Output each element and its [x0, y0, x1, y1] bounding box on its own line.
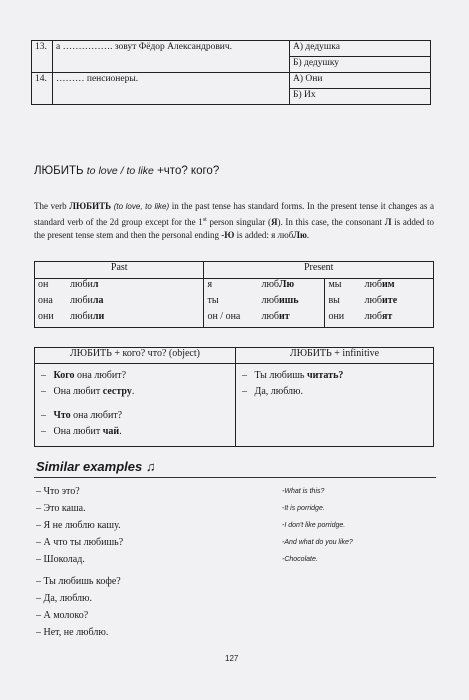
table-row	[32, 73, 431, 89]
past-form: любили	[67, 311, 204, 328]
intro-text: is added to the present tense stem and then the personal ending	[34, 216, 435, 240]
section-heading	[34, 165, 219, 177]
example-ru: – А что ты любишь?	[36, 537, 124, 548]
pronoun: ты	[204, 295, 259, 311]
pronoun: он / она	[204, 311, 259, 328]
page-number: 127	[225, 654, 239, 663]
pronoun: они	[35, 311, 68, 328]
intro-yu: -Ю	[221, 230, 235, 240]
list-item: – Да, люблю.	[242, 386, 304, 397]
example-ru: – Что это?	[36, 486, 80, 497]
present-form: любЛю	[258, 279, 325, 296]
intro-ya: Я	[270, 216, 278, 227]
list-item: – Кого она любит?	[41, 370, 127, 381]
list-item: – Она любит сестру.	[41, 386, 135, 397]
intro-l: Л	[384, 216, 392, 227]
present-form: любите	[361, 295, 433, 311]
present-form: любим	[361, 279, 433, 296]
past-form: любил	[67, 279, 204, 296]
divider	[34, 477, 436, 478]
heading-rest: +что? кого?	[157, 165, 220, 177]
pronoun: вы	[325, 295, 362, 311]
option-b[interactable]: Б) дедушку	[290, 57, 431, 73]
table-header-row	[35, 348, 434, 364]
list-item: – Ты любишь читать?	[242, 370, 344, 381]
heading-gloss: to love / to like	[86, 165, 154, 177]
example-ru: – Ты любишь кофе?	[36, 576, 121, 587]
pronoun: он	[35, 279, 68, 296]
infinitive-header: ЛЮБИТЬ + infinitive	[236, 348, 434, 364]
table-row	[35, 311, 434, 328]
list-item: – Что она любит?	[41, 410, 123, 421]
past-header: Past	[35, 262, 204, 279]
infinitive-examples	[236, 364, 434, 447]
item-number: 13.	[32, 41, 53, 73]
usage-table	[34, 347, 434, 447]
pronoun: я	[204, 279, 259, 296]
intro-text: ). In this case, the consonant	[277, 216, 382, 227]
table-row	[35, 364, 434, 447]
intro-paragraph	[34, 200, 434, 243]
item-prompt: а ……………. зовут Фёдор Александрович.	[53, 41, 290, 73]
present-form: любят	[361, 311, 433, 328]
pronoun: она	[35, 295, 68, 311]
music-note-icon: ♫	[145, 459, 156, 474]
example-en: -It is porridge.	[282, 505, 325, 512]
intro-text: The verb	[34, 201, 67, 211]
example-en: -What is this?	[282, 488, 325, 495]
exercise-table	[31, 40, 431, 105]
example-en: -Chocolate.	[282, 556, 318, 563]
example-ru: – Да, люблю.	[36, 593, 93, 604]
heading-verb: ЛЮБИТЬ	[34, 165, 84, 177]
present-header: Present	[204, 262, 434, 279]
item-prompt: ……… пенсионеры.	[53, 73, 290, 105]
object-header: ЛЮБИТЬ + кого? что? (object)	[35, 348, 236, 364]
table-row	[35, 295, 434, 311]
conjugation-table	[34, 261, 434, 328]
option-a[interactable]: А) дедушка	[290, 41, 431, 57]
example-en: -I don't like porridge.	[282, 522, 346, 529]
table-header-row	[35, 262, 434, 279]
option-b[interactable]: Б) Их	[290, 89, 431, 105]
example-ru: – Нет, не люблю.	[36, 627, 109, 638]
pronoun: они	[325, 311, 362, 328]
list-item: – Она любит чай.	[41, 426, 122, 437]
table-row	[35, 279, 434, 296]
example-en: -And what do you like?	[282, 539, 353, 546]
intro-text: in the past tense has standard forms. In the present tense it changes as a standard verb of the 2d group except for the 1	[34, 201, 435, 227]
intro-sup: st	[202, 216, 207, 223]
option-a[interactable]: А) Они	[290, 73, 431, 89]
intro-text: .	[306, 230, 310, 240]
example-ru: – Шоколад.	[36, 554, 85, 565]
present-form: любит	[258, 311, 325, 328]
item-number: 14.	[32, 73, 53, 105]
intro-verb: ЛЮБИТЬ	[69, 201, 112, 211]
past-form: любила	[67, 295, 204, 311]
intro-text: person singular (	[209, 216, 271, 227]
example-ru: – А молоко?	[36, 610, 89, 621]
example-ru: – Я не люблю кашу.	[36, 520, 121, 531]
intro-text: is added: я люб	[236, 230, 294, 240]
similar-examples-title: Similar examples ♫	[36, 459, 156, 474]
object-examples	[35, 364, 236, 447]
intro-lyu: Лю	[293, 230, 307, 240]
example-ru: – Это каша.	[36, 503, 86, 514]
pronoun: мы	[325, 279, 362, 296]
present-form: любишь	[258, 295, 325, 311]
table-row	[32, 41, 431, 57]
intro-gloss: (to love, to like)	[113, 202, 170, 211]
